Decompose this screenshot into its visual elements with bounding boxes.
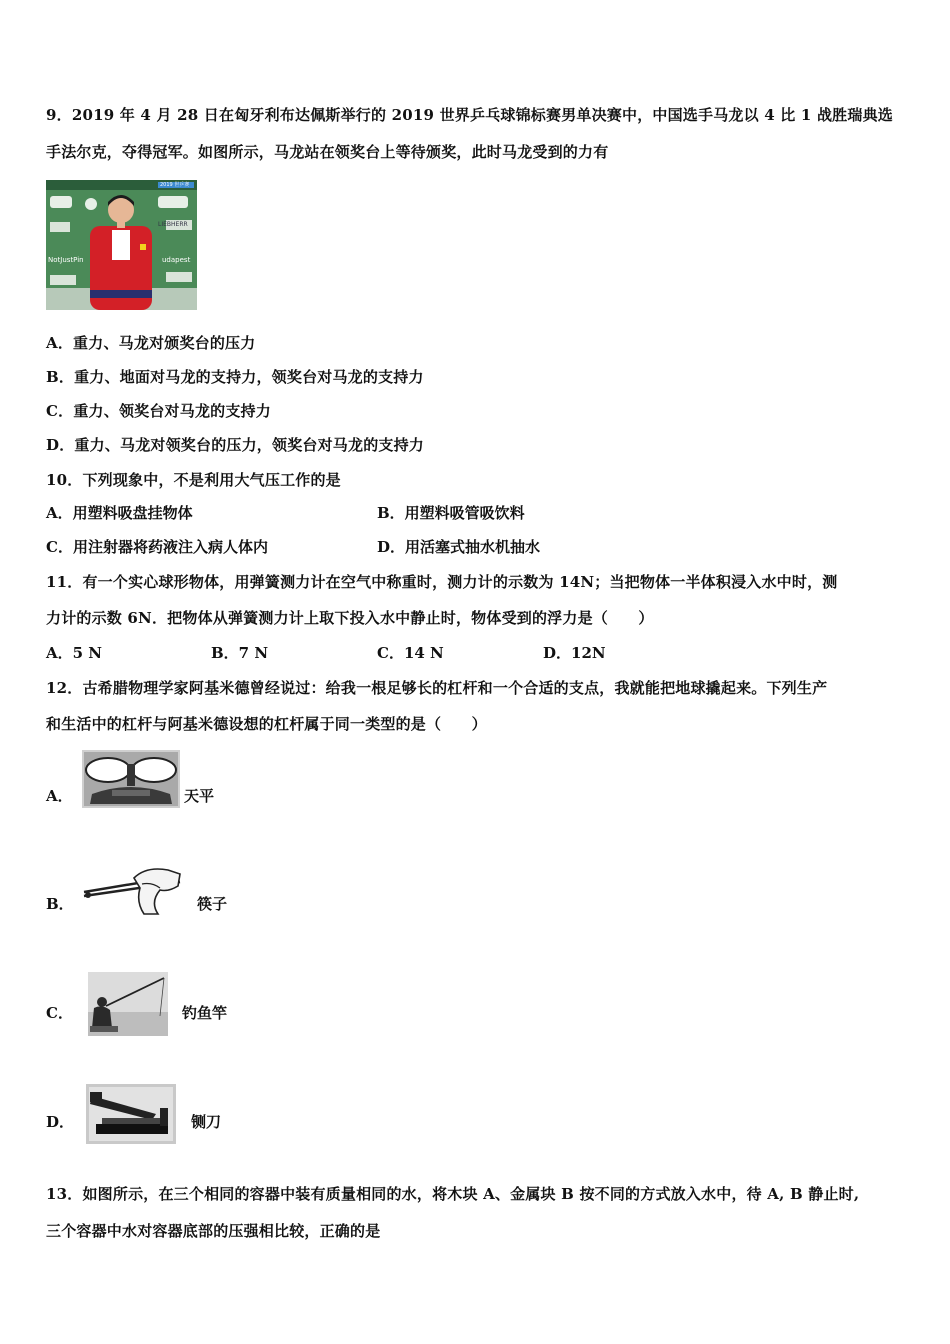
- q11-option-d: D．12N: [543, 644, 606, 662]
- photo-text-left: NotJustPin: [48, 256, 84, 264]
- q9-option-c: C．重力、领奖台对马龙的支持力: [46, 402, 271, 420]
- guillotine-cutter-icon: [86, 1084, 176, 1144]
- q11-option-c: C．14 N: [377, 644, 444, 662]
- q12-stem-line2: 和生活中的杠杆与阿基米德设想的杠杆属于同一类型的是（ ）: [46, 715, 487, 733]
- award-photo: [46, 180, 197, 310]
- q11-stem-line1: 11．有一个实心球形物体，用弹簧测力计在空气中称重时，测力计的示数为 14N；当把物体一半体积浸入水中时，测: [46, 573, 838, 591]
- chopsticks-icon: [80, 862, 184, 918]
- balance-scale-icon: [82, 750, 180, 808]
- q10-option-d: D．用活塞式抽水机抽水: [377, 538, 541, 556]
- q11-option-a: A．5 N: [46, 644, 103, 662]
- photo-text-right: udapest: [162, 256, 191, 264]
- q10-option-b: B．用塑料吸管吸饮料: [377, 504, 525, 522]
- q12-option-b-letter: B．: [46, 895, 74, 913]
- q12-caption-a: 天平: [184, 787, 215, 805]
- q9-stem-line1: 9．2019 年 4 月 28 日在匈牙利布达佩斯举行的 2019 世界乒乓球锦标赛男单决赛中，中国选手马龙以 4 比 1 战胜瑞典选: [46, 106, 893, 124]
- q12-caption-b: 筷子: [197, 895, 228, 913]
- q11-stem-line2: 力计的示数 6N．把物体从弹簧测力计上取下投入水中静止时，物体受到的浮力是（ ）: [46, 609, 654, 627]
- q12-option-a-letter: A．: [46, 787, 73, 805]
- photo-text-title: 2019 世乒赛: [160, 182, 190, 188]
- q9-stem-line2: 手法尔克，夺得冠军。如图所示，马龙站在领奖台上等待颁奖，此时马龙受到的力有: [46, 143, 609, 161]
- q10-stem: 10．下列现象中，不是利用大气压工作的是: [46, 471, 341, 489]
- q12-caption-c: 钓鱼竿: [182, 1004, 228, 1022]
- q13-stem-line1: 13．如图所示，在三个相同的容器中装有质量相同的水，将木块 A、金属块 B 按不同的方式放入水中，待 A, B 静止时,: [46, 1185, 860, 1203]
- fishing-rod-icon: [88, 972, 168, 1036]
- q12-stem-line1: 12．古希腊物理学家阿基米德曾经说过：给我一根足够长的杠杆和一个合适的支点，我就能把地球撬起来。下列生产: [46, 679, 828, 697]
- award-photo-svg: [46, 180, 197, 310]
- q10-option-c: C．用注射器将药液注入病人体内: [46, 538, 268, 556]
- q9-option-d: D．重力、马龙对领奖台的压力，领奖台对马龙的支持力: [46, 436, 425, 454]
- q11-option-b: B．7 N: [211, 644, 269, 662]
- q12-option-d-letter: D．: [46, 1113, 75, 1131]
- photo-text-sponsor: LIEBHERR: [158, 221, 188, 228]
- q12-caption-d: 铡刀: [191, 1113, 222, 1131]
- q9-option-b: B．重力、地面对马龙的支持力，领奖台对马龙的支持力: [46, 368, 424, 386]
- q10-option-a: A．用塑料吸盘挂物体: [46, 504, 193, 522]
- q9-option-a: A．重力、马龙对颁奖台的压力: [46, 334, 256, 352]
- q13-stem-line2: 三个容器中水对容器底部的压强相比较，正确的是: [46, 1222, 381, 1240]
- q12-option-c-letter: C．: [46, 1004, 73, 1022]
